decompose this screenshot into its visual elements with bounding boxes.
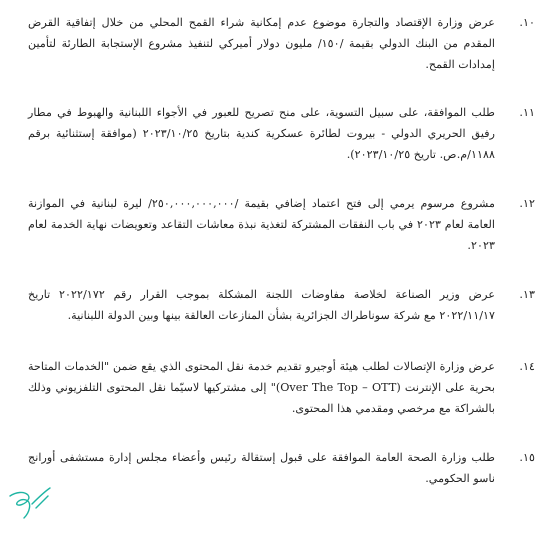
item-text: طلب وزارة الصحة العامة الموافقة على قبول إستقالة رئيس وأعضاء مجلس إدارة مستشفى أورانج ناسو الحكومي. bbox=[28, 451, 495, 485]
item-text: عرض وزارة الإقتصاد والتجارة موضوع عدم إمكانية شراء القمح المحلي من خلال إتفاقية القرض المقدم من البنك الدولي بقيمة /١٥٠/ مليون دولار أميركي لتنفيذ مشروع الإستجابة الطارئة لتأمين إمدادات القمح. bbox=[28, 16, 495, 71]
item-number: ١٤. bbox=[519, 360, 535, 373]
item-text: طلب الموافقة، على سبيل التسوية، على منح تصريح للعبور في الأجواء اللبنانية والهبوط في مطار رفيق الحريري الدولي - بيروت لطائرة عسكرية كندية بتاريخ ٢٠٢٣/١٠/٢٥ (موافقة إستثنائية برقم ١١٨٨/م.ص. تاريخ ٢٠٢٣/١٠/٢٥). bbox=[28, 106, 495, 161]
agenda-item-12 bbox=[28, 193, 535, 256]
handwritten-initials-icon bbox=[6, 482, 52, 524]
item-text: عرض وزير الصناعة لخلاصة مفاوضات اللجنة المشكلة بموجب القرار رقم ٢٠٢٢/١٧٢ تاريخ ٢٠٢٢/١١/١٧ مع شركة سوناطراك الجزائرية بشأن المنازعات العالقة بينها وبين الدولة اللبنانية. bbox=[28, 288, 495, 322]
item-text: عرض وزارة الإتصالات لطلب هيئة أوجيرو تقديم خدمة نقل المحتوى الذي يقع ضمن "الخدمات المتاحة بحرية على الإنترنت (Over The Top – OTT)" إلى مشتركيها لاسيّما نقل المحتوى التلفزيوني وذلك بالشراكة مع مرخصي ومقدمي هذا المحتوى. bbox=[28, 360, 495, 415]
item-number: ١٢. bbox=[519, 197, 535, 210]
item-number: ١١. bbox=[519, 106, 535, 119]
item-number: ١٥. bbox=[519, 451, 535, 464]
agenda-item-13 bbox=[28, 284, 535, 326]
agenda-item-14 bbox=[28, 356, 535, 419]
agenda-item-11 bbox=[28, 102, 535, 165]
agenda-list bbox=[28, 12, 535, 511]
agenda-item-10 bbox=[28, 12, 535, 75]
item-number: ١٣. bbox=[519, 288, 535, 301]
item-text: مشروع مرسوم يرمي إلى فتح اعتماد إضافي بقيمة /٢٥٠,٠٠٠,٠٠٠,٠٠٠/ ليرة لبنانية في الموازنة العامة لعام ٢٠٢٣ في باب النفقات المشتركة لتغذية نبذة معاشات التقاعد وتعويضات نهاية الخدمة لعام ٢٠٢٣. bbox=[28, 197, 495, 252]
item-number: ١٠. bbox=[519, 16, 535, 29]
agenda-item-15 bbox=[28, 447, 535, 489]
